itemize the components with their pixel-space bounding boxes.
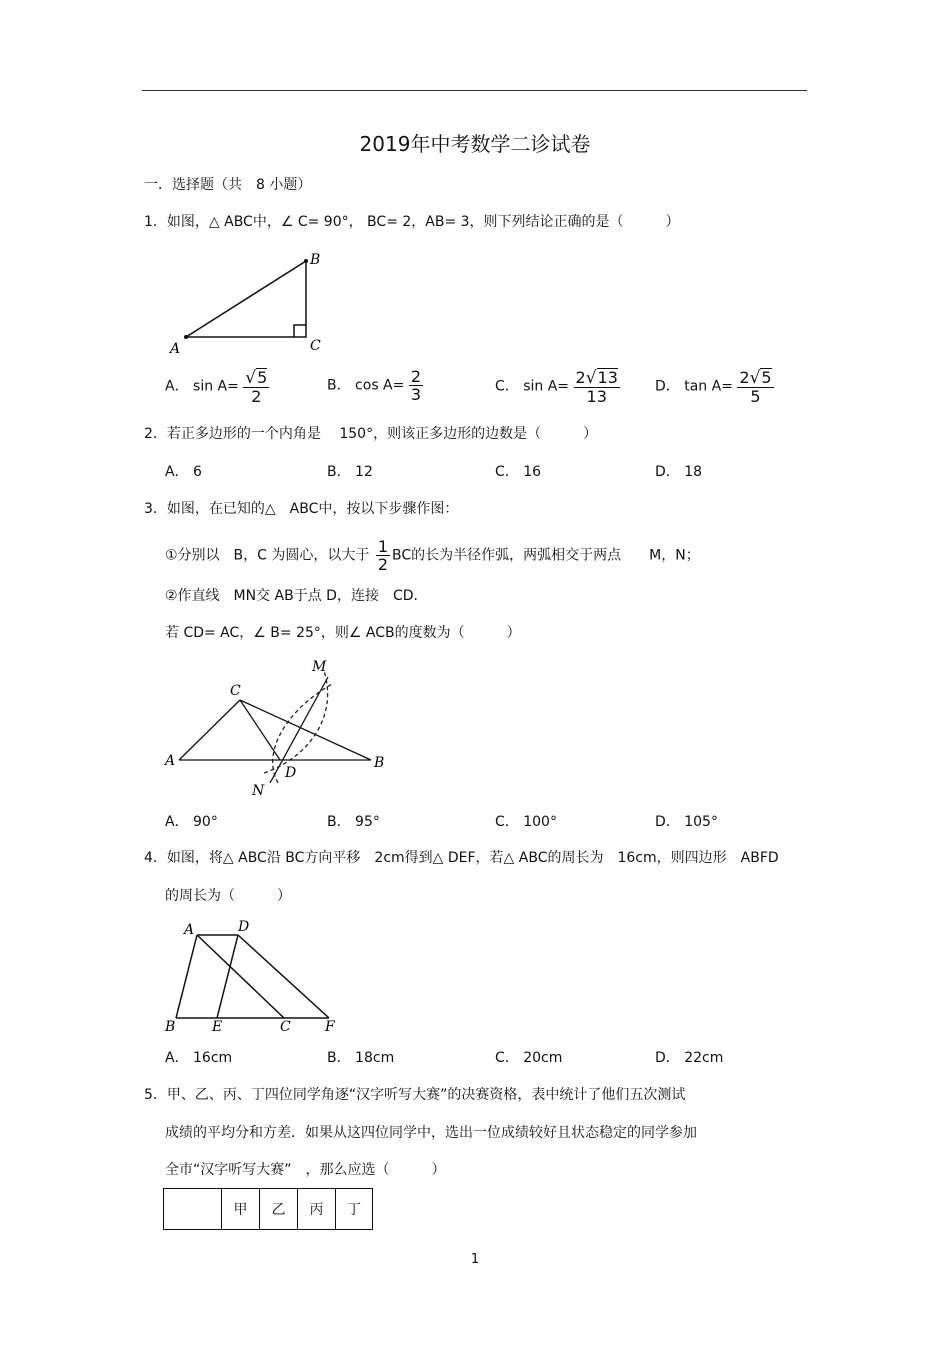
- q3-option-c: C． 100°: [495, 814, 557, 830]
- label-c: C: [310, 338, 321, 354]
- q1-figure: [160, 248, 340, 358]
- q3-step1-den: 2: [377, 555, 389, 574]
- q4-option-d: D． 22cm: [655, 1050, 724, 1066]
- label-a: A: [170, 341, 181, 357]
- q1-option-b: [327, 368, 423, 403]
- table-header-cell: 乙: [260, 1189, 298, 1230]
- q2-stem: 2．若正多边形的一个内角是 150°，则该正多边形的边数是（ ）: [144, 426, 598, 442]
- label-n: N: [252, 783, 265, 799]
- arc-from-c: [264, 671, 328, 773]
- q3-step1-part1: ①分别以 B，C 为圆心，以大于: [165, 547, 370, 564]
- q5-score-table: [163, 1188, 373, 1230]
- label-d: D: [285, 765, 297, 781]
- q3-figure: [160, 655, 390, 800]
- q1-option-a-prefix: A． sin A=: [165, 378, 239, 395]
- q1-option-b-num: 2: [410, 367, 422, 386]
- q4-option-a: A． 16cm: [165, 1050, 233, 1066]
- table-header-row: [164, 1189, 373, 1230]
- q2-option-d: D． 18: [655, 464, 703, 480]
- label-b: B: [165, 1019, 176, 1035]
- page-number: 1: [470, 1252, 480, 1267]
- q3-step1-fraction: [376, 538, 390, 573]
- q1-option-c: [495, 368, 620, 405]
- label-m: M: [312, 659, 327, 675]
- q2-option-c: C． 16: [495, 464, 542, 480]
- table-header-cell: [164, 1189, 222, 1230]
- table-header-cell: 丁: [336, 1189, 373, 1230]
- q3-condition: 若 CD= AC，∠ B= 25°，则∠ ACB的度数为（ ）: [165, 625, 521, 641]
- triangle-abc: [186, 261, 306, 337]
- q1-option-c-den: 13: [586, 387, 607, 406]
- label-b: B: [310, 252, 321, 268]
- q1-option-d: [655, 368, 774, 405]
- q3-option-a: A． 90°: [165, 814, 218, 830]
- right-angle-mark: [294, 325, 306, 337]
- point-b: [304, 259, 308, 263]
- q3-option-d: D． 105°: [655, 814, 718, 830]
- q3-step1-num: 1: [377, 537, 389, 556]
- q1-option-c-fraction: $\frac{2√13}{13}$: [575, 368, 618, 406]
- q2-option-a: A． 6: [165, 464, 202, 480]
- header-rule: [142, 90, 807, 91]
- section-heading: 一．选择题（共 8 小题）: [144, 177, 312, 193]
- q1-option-d-fraction: $\frac{2√5}{5}$: [739, 368, 772, 406]
- q1-option-b-den: 3: [410, 385, 422, 404]
- q3-step1-part2: BC的长为半径作弧，两弧相交于两点 M，N；: [392, 547, 700, 564]
- label-a: A: [165, 753, 176, 769]
- q4-option-b: B． 18cm: [327, 1050, 395, 1066]
- q5-line1: 5．甲、乙、丙、丁四位同学角逐“汉字听写大赛”的决赛资格，表中统计了他们五次测试: [144, 1087, 686, 1103]
- q4-figure: [160, 915, 350, 1040]
- q1-option-a-radicand: 5: [257, 368, 268, 387]
- q1-option-c-radicand: 13: [597, 368, 618, 387]
- q1-option-c-coef: 2: [575, 368, 586, 387]
- table-header-cell: 丙: [298, 1189, 336, 1230]
- q5-line2: 成绩的平均分和方差．如果从这四位同学中，选出一位成绩较好且状态稳定的同学参加: [165, 1125, 697, 1141]
- segment-de: [217, 935, 238, 1018]
- label-c: C: [280, 1019, 291, 1035]
- q3-stem: 3．如图，在已知的△ ABC中，按以下步骤作图：: [144, 501, 459, 517]
- segment-ac: [179, 700, 240, 760]
- q5-line3: 全市“汉字听写大赛” ，那么应选（ ）: [165, 1162, 446, 1178]
- label-c: C: [230, 683, 241, 699]
- q1-option-d-radicand: 5: [761, 368, 772, 387]
- q1-option-a: [165, 368, 269, 405]
- label-e: E: [212, 1019, 223, 1035]
- q3-step1: [165, 538, 700, 573]
- q4-stem-line2: 的周长为（ ）: [165, 888, 291, 904]
- q1-option-a-fraction: $\frac{√5}{2}$: [245, 368, 268, 406]
- q1-stem: 1．如图，△ ABC中，∠ C= 90°， BC= 2，AB= 3，则下列结论正确的是（ ）: [144, 214, 680, 230]
- q1-option-d-coef: 2: [739, 368, 750, 387]
- segment-ab: [176, 935, 197, 1018]
- q3-step2: ②作直线 MN交 AB于点 D，连接 CD．: [165, 588, 428, 604]
- q1-option-a-den: 2: [251, 387, 262, 406]
- label-d: D: [238, 919, 250, 935]
- label-b: B: [374, 755, 385, 771]
- q1-option-d-prefix: D． tan A=: [655, 378, 733, 395]
- label-a: A: [184, 922, 195, 938]
- arc-from-b: [273, 683, 334, 783]
- table-header-cell: 甲: [222, 1189, 260, 1230]
- segment-df: [238, 935, 329, 1018]
- q4-option-c: C． 20cm: [495, 1050, 563, 1066]
- q3-option-b: B． 95°: [327, 814, 380, 830]
- q4-stem-line1: 4．如图，将△ ABC沿 BC方向平移 2cm得到△ DEF，若△ ABC的周长为 16cm，则四边形 ABFD: [144, 850, 779, 866]
- q1-option-b-fraction: [409, 368, 423, 403]
- q2-option-b: B． 12: [327, 464, 373, 480]
- exam-title: 2019年中考数学二诊试卷: [359, 132, 591, 156]
- q1-option-d-den: 5: [750, 387, 761, 406]
- point-a: [184, 335, 188, 339]
- q1-option-c-prefix: C． sin A=: [495, 378, 570, 395]
- q1-option-b-prefix: B． cos A=: [327, 377, 405, 394]
- label-f: F: [325, 1019, 335, 1035]
- segment-ac: [197, 935, 284, 1018]
